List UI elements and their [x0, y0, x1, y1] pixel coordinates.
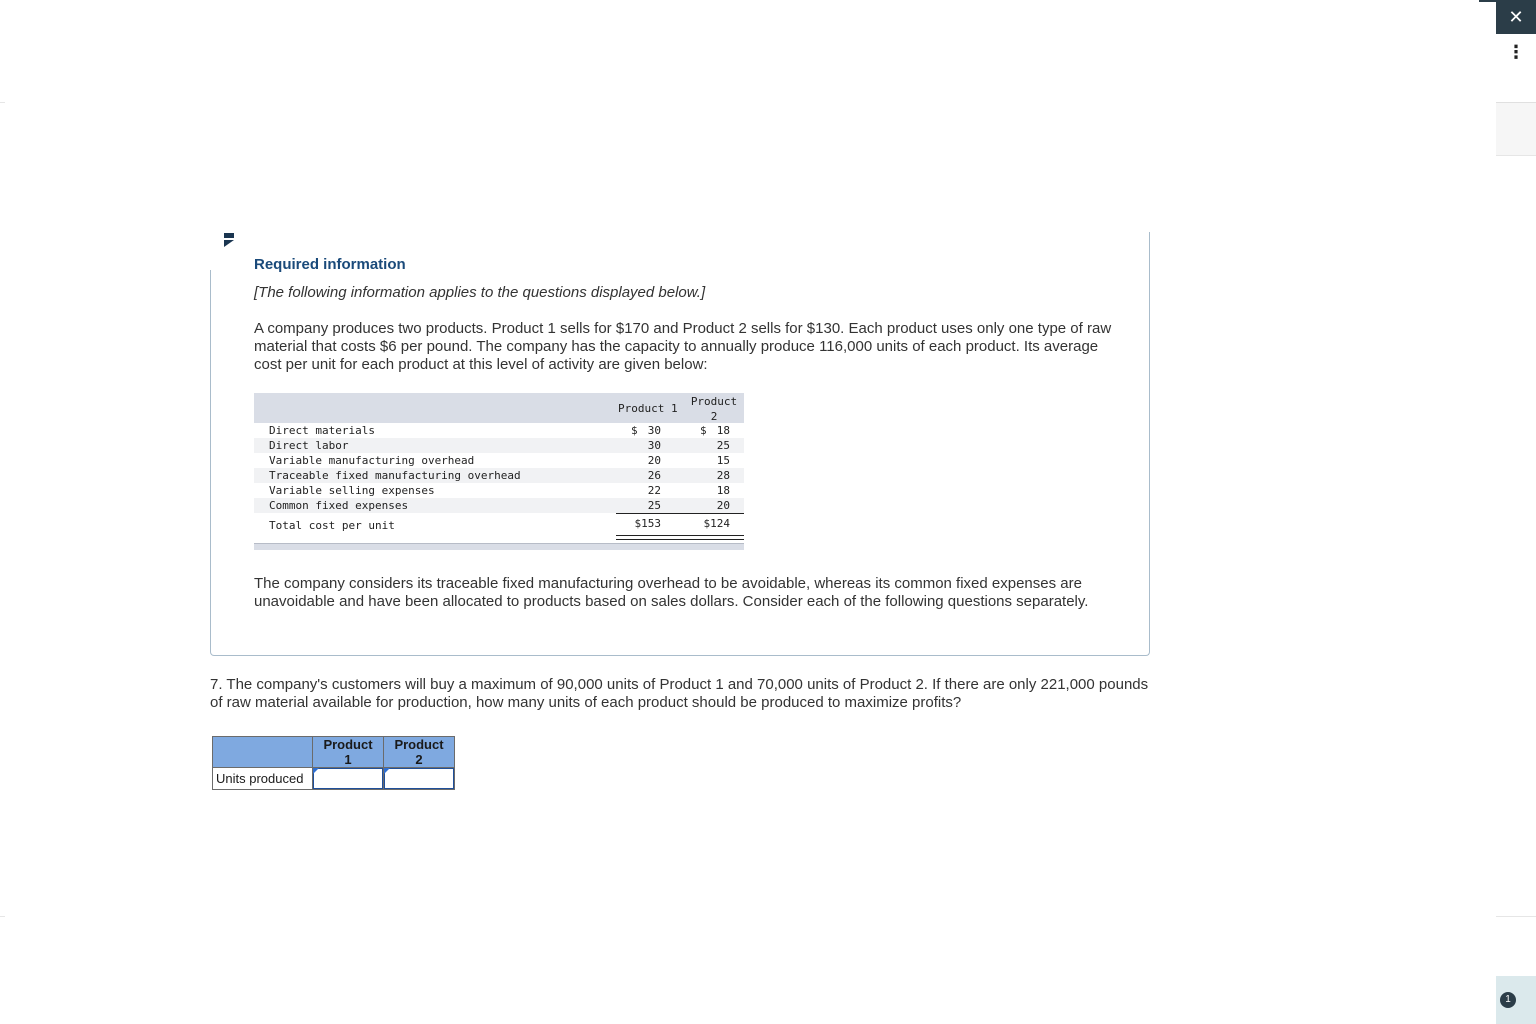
- cost-value: 25: [716, 439, 730, 452]
- required-information-box: [210, 232, 1150, 656]
- cost-table-footer: [254, 543, 744, 550]
- units-produced-product-2-input[interactable]: [384, 768, 454, 789]
- units-produced-product-1-input[interactable]: [313, 768, 383, 789]
- question-text: 7. The company's customers will buy a maximum of 90,000 units of Product 1 and 70,000 units of Product 2. If there are only 221,000 pounds of raw material available for production, how many units of each product should be produced to maximize profits?: [210, 676, 1149, 711]
- answer-table: [212, 736, 455, 790]
- cost-row-label: Traceable fixed manufacturing overhead: [269, 469, 521, 482]
- close-underline: [1479, 0, 1497, 2]
- total-value: $124: [703, 517, 730, 530]
- info-paragraph: The company considers its traceable fixed manufacturing overhead to be avoidable, whereas its common fixed expenses are unavoidable and have been allocated to products based on sales dollars. Consider each of the following questions separately.: [254, 575, 1089, 610]
- total-value: $153: [634, 517, 661, 530]
- answer-cell-product-2[interactable]: [384, 768, 455, 790]
- currency-symbol: $: [700, 424, 707, 437]
- double-underline: [616, 535, 686, 540]
- double-underline: [686, 535, 744, 540]
- cost-col-product-1: Product 1: [618, 402, 678, 415]
- cost-row-label: Variable selling expenses: [269, 484, 435, 497]
- cost-value: 20: [716, 499, 730, 512]
- cost-value: 30: [647, 439, 661, 452]
- answer-col-product-2: Product 2: [384, 737, 455, 768]
- notification-badge[interactable]: 1: [1500, 992, 1516, 1008]
- info-title: Required information: [254, 256, 406, 273]
- more-options-icon: ⋮: [1507, 41, 1525, 63]
- cost-row-label: Direct labor: [269, 439, 349, 452]
- cost-row: [254, 453, 744, 468]
- cost-row: [254, 468, 744, 483]
- cost-value: 28: [716, 469, 730, 482]
- cost-row-label: Direct materials: [269, 424, 375, 437]
- answer-row-label: Units produced: [213, 768, 313, 790]
- cost-row: [254, 483, 744, 498]
- close-button[interactable]: [1496, 0, 1536, 34]
- cost-value: 30: [647, 424, 661, 437]
- cost-value: 15: [716, 454, 730, 467]
- cost-value: 26: [647, 469, 661, 482]
- cost-value: 18: [716, 484, 730, 497]
- cost-value: 20: [647, 454, 661, 467]
- answer-col-product-1: Product 1: [313, 737, 384, 768]
- cost-value: 25: [647, 499, 661, 512]
- divider: [0, 102, 5, 103]
- side-panel: [1496, 102, 1536, 156]
- cost-row-label: Common fixed expenses: [269, 499, 409, 512]
- info-paragraph: A company produces two products. Product 1 sells for $170 and Product 2 sells for $130. Each product uses only one type of raw material that costs $6 per pound. The company has the capacity to annually produce 116,000 units of each product. Its average cost per unit for each product at this level of activity are given below:: [254, 320, 1112, 373]
- input-marker: [384, 768, 390, 774]
- cost-row-label: Variable manufacturing overhead: [269, 454, 475, 467]
- cost-row: [254, 438, 744, 453]
- cost-col-product-2: Product 2: [690, 395, 738, 423]
- total-label: Total cost per unit: [269, 519, 395, 532]
- cost-table-header: [254, 393, 744, 423]
- cost-table: [254, 393, 744, 550]
- currency-symbol: $: [631, 424, 638, 437]
- cost-value: 18: [716, 424, 730, 437]
- close-icon: ✕: [1508, 6, 1524, 28]
- more-options-button[interactable]: [1496, 40, 1536, 64]
- cost-row: [254, 423, 744, 438]
- cost-row: [254, 498, 744, 513]
- divider: [0, 916, 5, 917]
- answer-cell-product-1[interactable]: [313, 768, 384, 790]
- divider: [1496, 916, 1536, 917]
- info-subtitle: [The following information applies to the questions displayed below.]: [254, 284, 706, 301]
- answer-header-blank: [213, 737, 313, 768]
- cost-value: 22: [647, 484, 661, 497]
- input-marker: [313, 768, 319, 774]
- total-row: [254, 513, 744, 537]
